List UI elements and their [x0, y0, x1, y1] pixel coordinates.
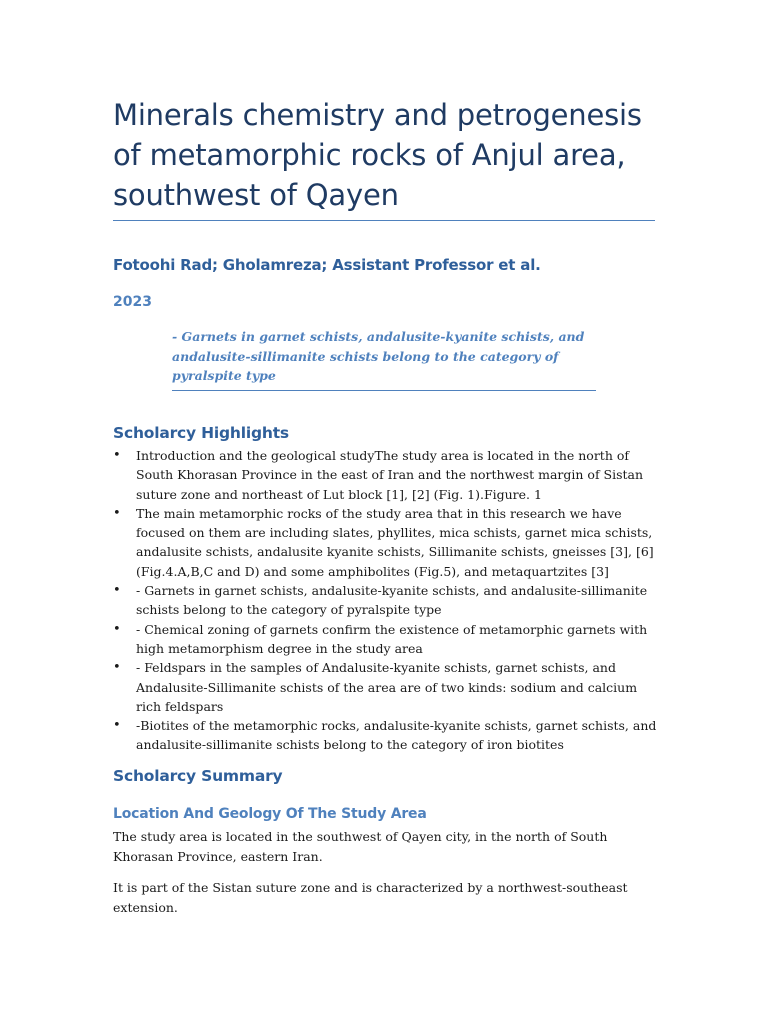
bullet-icon: •	[113, 448, 121, 463]
author-line: Fotoohi Rad; Gholamreza; Assistant Professor et al.	[113, 256, 541, 274]
bullet-icon: •	[113, 583, 121, 599]
list-item	[113, 446, 658, 504]
summary-paragraph: The study area is located in the southwest of Qayen city, in the north of South Khorasan Province, eastern Iran.	[113, 829, 608, 864]
list-item	[113, 581, 658, 620]
list-item-text: Introduction and the geological studyThe study area is located in the north of South Khorasan Province in the east of Iran and the northwest margin of Sistan suture zone and northeast of Lut block [1], [2] (Fig. 1).Figure. 1	[136, 448, 644, 502]
document-title: Minerals chemistry and petrogenesis of metamorphic rocks of Anjul area, southwest of Qayen	[113, 98, 642, 212]
list-item-text: The main metamorphic rocks of the study area that in this research we have focused on them are including slates, phyllites, mica schists, garnet mica schists, andalusite schists, andalusite kyanite schists, Sillimanite schists, gneisses [3], [6] (Fig.4.A,B,C and D) and some amphibolites (Fig.5), and metaquartzites [3]	[136, 505, 654, 579]
bullet-icon: •	[113, 718, 121, 734]
bullet-icon: •	[113, 660, 121, 676]
bullet-icon: •	[113, 621, 121, 637]
title-divider	[113, 220, 655, 221]
publication-year: 2023	[113, 294, 152, 310]
list-item	[113, 658, 658, 716]
list-item	[113, 716, 658, 755]
list-item-text: -Biotites of the metamorphic rocks, andalusite-kyanite schists, garnet schists, and andalusite-sillimanite schists belong to the category of iron biotites	[136, 718, 657, 753]
list-item	[113, 620, 658, 659]
list-item-text: - Garnets in garnet schists, andalusite-kyanite schists, and andalusite-sillimanite schists belong to the category of pyralspite type	[136, 583, 648, 618]
list-item	[113, 504, 658, 581]
summary-heading: Scholarcy Summary	[113, 767, 283, 785]
list-item-text: - Chemical zoning of garnets confirm the existence of metamorphic garnets with high metamorphism degree in the study area	[136, 621, 648, 656]
summary-paragraph: It is part of the Sistan suture zone and is characterized by a northwest-southeast extension.	[113, 880, 628, 915]
highlights-heading: Scholarcy Highlights	[113, 424, 289, 442]
bullet-icon: •	[113, 505, 121, 521]
highlights-list	[113, 446, 658, 755]
intense-quote: - Garnets in garnet schists, andalusite-kyanite schists, and andalusite-sillimanite schists belong to the category of pyralspite type	[172, 327, 596, 391]
list-item-text: - Feldspars in the samples of Andalusite-kyanite schists, garnet schists, and Andalusite-Sillimanite schists of the area are of two kinds: sodium and calcium rich feldspars	[136, 660, 638, 714]
section-subheading: Location And Geology Of The Study Area	[113, 806, 427, 822]
